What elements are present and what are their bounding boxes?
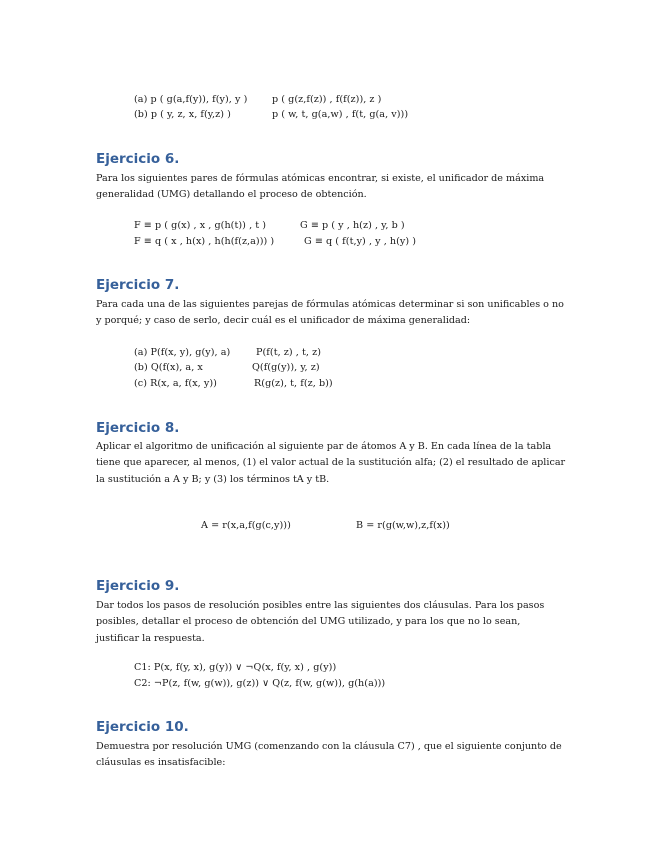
- ex10-statement: Demuestra por resolución UMG (comenzando con la cláusula C7) , que el siguiente conjunto de cláusulas es insatisfacible:: [96, 741, 562, 769]
- ex9-heading: Ejercicio 9.: [96, 578, 180, 594]
- ex5-pair-b-left: (b) p ( y, z, x, f(y,z) ): [134, 109, 231, 120]
- ex7-statement: Para cada una de las siguientes parejas de fórmulas atómicas determinar si son unificables o no y porqué; y caso de serlo, decir cuál es el unificador de máxima generalidad:: [96, 299, 564, 327]
- ex10-heading: Ejercicio 10.: [96, 719, 189, 735]
- ex5-pair-a-right: p ( g(z,f(z)) , f(f(z)), z ): [272, 94, 382, 105]
- ex6-formula-g2: G ≡ q ( f(t,y) , y , h(y) ): [304, 236, 417, 247]
- ex5-pair-a-left: (a) p ( g(a,f(y)), f(y), y ): [134, 94, 248, 105]
- ex8-atom-a: A = r(x,a,f(g(c,y))): [201, 520, 291, 531]
- ex7-pair-c-left: (c) R(x, a, f(x, y)): [134, 378, 217, 389]
- ex6-formula-g1: G ≡ p ( y , h(z) , y, b ): [300, 220, 405, 231]
- ex7-pair-c-right: R(g(z), t, f(z, b)): [254, 378, 333, 389]
- ex8-atom-b: B = r(g(w,w),z,f(x)): [356, 520, 450, 531]
- ex7-pair-b-left: (b) Q(f(x), a, x: [134, 362, 203, 373]
- ex5-pair-b-right: p ( w, t, g(a,w) , f(t, g(a, v))): [272, 109, 409, 120]
- ex6-formula-f1: F ≡ p ( g(x) , x , g(h(t)) , t ): [134, 220, 267, 231]
- ex9-statement: Dar todos los pasos de resolución posibles entre las siguientes dos cláusulas. Para los pasos posibles, detallar el proceso de obtención del UMG utilizado, y para los que no lo sean, justificar la respuesta.: [96, 600, 545, 644]
- ex6-heading: Ejercicio 6.: [96, 151, 180, 167]
- ex7-pair-a-left: (a) P(f(x, y), g(y), a): [134, 347, 231, 358]
- ex6-statement: Para los siguientes pares de fórmulas atómicas encontrar, si existe, el unificador de máxima generalidad (UMG) detallando el proceso de obtención.: [96, 173, 545, 201]
- ex9-clause-c2: C2: ¬P(z, f(w, g(w)), g(z)) ∨ Q(z, f(w, g(w)), g(h(a))): [134, 678, 386, 689]
- ex6-formula-f2: F ≡ q ( x , h(x) , h(h(f(z,a))) ): [134, 236, 275, 247]
- ex7-pair-a-right: P(f(t, z) , t, z): [256, 347, 321, 358]
- ex8-heading: Ejercicio 8.: [96, 420, 180, 436]
- ex7-heading: Ejercicio 7.: [96, 277, 180, 293]
- ex7-pair-b-right: Q(f(g(y)), y, z): [252, 362, 320, 373]
- ex9-clause-c1: C1: P(x, f(y, x), g(y)) ∨ ¬Q(x, f(y, x) , g(y)): [134, 662, 337, 673]
- ex8-statement: Aplicar el algoritmo de unificación al siguiente par de átomos A y B. En cada línea de la tabla tiene que aparecer, al menos, (1) el valor actual de la sustitución alfa; (2) el resultado de aplicar la sustitución a A y B; y (3) los términos tA y tB.: [96, 441, 566, 485]
